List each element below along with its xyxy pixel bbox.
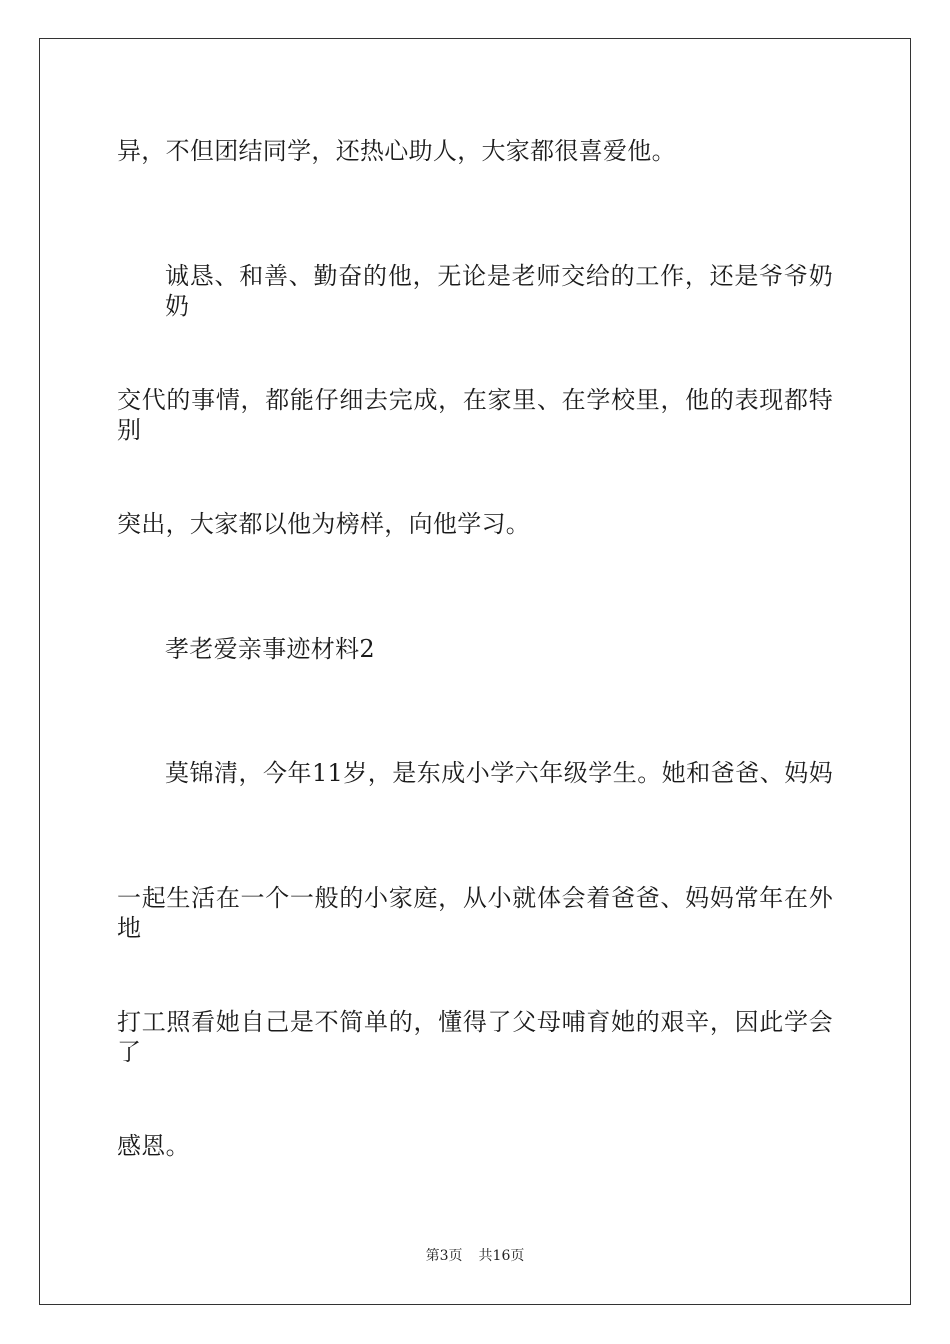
paragraph-line: 突出，大家都以他为榜样，向他学习。 [117, 510, 531, 538]
paragraph-line: 感恩。 [117, 1132, 190, 1160]
paragraph-line: 一起生活在一个一般的小家庭，从小就体会着爸爸、妈妈常年在外地 [117, 884, 833, 942]
page-number: 第3页 [425, 1248, 463, 1264]
paragraph-line: 交代的事情，都能仔细去完成，在家里、在学校里，他的表现都特别 [117, 386, 833, 444]
paragraph-line: 莫锦清，今年11岁，是东成小学六年级学生。她和爸爸、妈妈 [165, 759, 833, 787]
page-frame [39, 38, 911, 1305]
section-heading: 孝老爱亲事迹材料2 [165, 635, 375, 663]
page-footer [0, 1246, 950, 1266]
paragraph-line: 打工照看她自己是不简单的，懂得了父母哺育她的艰辛，因此学会了 [117, 1008, 833, 1066]
page-total: 共16页 [478, 1248, 525, 1264]
paragraph-line: 异，不但团结同学，还热心助人，大家都很喜爱他。 [117, 137, 676, 165]
paragraph-line: 诚恳、和善、勤奋的他，无论是老师交给的工作，还是爷爷奶奶 [165, 262, 833, 320]
